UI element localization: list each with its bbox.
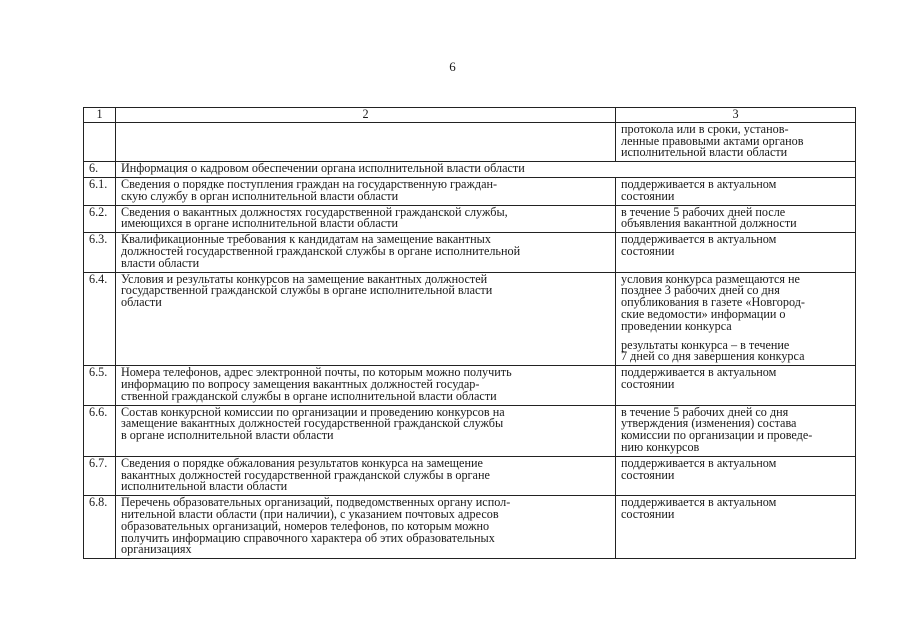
continuation-text-cell — [116, 122, 616, 161]
section-title: Информация о кадровом обеспечении органа исполнительной власти области — [116, 162, 856, 178]
row-number: 6.2. — [84, 205, 116, 233]
table-row — [84, 496, 856, 559]
section-row — [84, 162, 856, 178]
row-term — [616, 456, 856, 495]
row-description: Сведения о порядке поступления граждан на государственную граждан- скую службу в орган исполнительной власти области — [116, 177, 616, 205]
row-number: 6.6. — [84, 405, 116, 456]
term-paragraph: поддерживается в актуальном состоянии — [621, 232, 777, 258]
row-term — [616, 496, 856, 559]
term-paragraph: результаты конкурса – в течение 7 дней со дня завершения конкурса — [621, 337, 805, 364]
page-number: 6 — [449, 59, 456, 74]
row-description: Сведения о порядке обжалования результатов конкурса на замещение вакантных должностей государственной гражданской службы в органе исполнительной власти области — [116, 456, 616, 495]
continuation-row — [84, 122, 856, 161]
row-description: Номера телефонов, адрес электронной почты, по которым можно получить информацию по вопросу замещения вакантных должностей государ- ственной гражданской службы в органе исполнительной власти области — [116, 366, 616, 405]
row-description: Состав конкурсной комиссии по организации и проведению конкурсов на замещение вакантных должностей государственной гражданской службы в органе исполнительной власти области — [116, 405, 616, 456]
continuation-num-cell — [84, 122, 116, 161]
information-table — [83, 107, 856, 559]
row-term — [616, 366, 856, 405]
row-term — [616, 272, 856, 366]
table-row — [84, 405, 856, 456]
row-term — [616, 233, 856, 272]
table-row — [84, 177, 856, 205]
header-col-3: 3 — [616, 108, 856, 123]
table-row — [84, 366, 856, 405]
row-number: 6.4. — [84, 272, 116, 366]
row-description: Условия и результаты конкурсов на замещение вакантных должностей государственной гражданской службы в органе исполнительной власти области — [116, 272, 616, 366]
row-number: 6.7. — [84, 456, 116, 495]
header-col-1: 1 — [84, 108, 116, 123]
table-row — [84, 205, 856, 233]
row-number: 6.1. — [84, 177, 116, 205]
term-paragraph: поддерживается в актуальном состоянии — [621, 495, 777, 521]
row-number: 6.3. — [84, 233, 116, 272]
term-paragraph: поддерживается в актуальном состоянии — [621, 176, 777, 203]
row-number: 6.8. — [84, 496, 116, 559]
table-row — [84, 456, 856, 495]
row-term — [616, 205, 856, 233]
table-row — [84, 233, 856, 272]
row-number: 6.5. — [84, 366, 116, 405]
header-row — [84, 108, 856, 123]
term-paragraph: поддерживается в актуальном состоянии — [621, 365, 777, 391]
term-paragraph: условия конкурса размещаются не позднее 3 рабочих дней со дня опубликования в газете «Новгород- ские ведомости» информации о проведении конкурса — [621, 271, 805, 333]
term-paragraph: поддерживается в актуальном состоянии — [621, 455, 777, 482]
term-paragraph: в течение 5 рабочих дней со дня утверждения (изменения) состава комиссии по организации и проведе- нию конкурсов — [621, 404, 813, 454]
continuation-term-text: протокола или в сроки, установ- ленные правовыми актами органов исполнительной власти области — [621, 121, 804, 160]
row-description: Перечень образовательных организаций, подведомственных органу испол- нительной власти области (при наличии), с указанием почтовых адресов образовательных организаций, номеров телефонов, по которым можно получить информацию справочного характера об этих образовательных организациях — [116, 496, 616, 559]
row-term — [616, 405, 856, 456]
row-description: Сведения о вакантных должностях государственной гражданской службы, имеющихся в органе исполнительной власти области — [116, 205, 616, 233]
continuation-term-cell — [616, 122, 856, 161]
header-col-2: 2 — [116, 108, 616, 123]
row-description: Квалификационные требования к кандидатам на замещение вакантных должностей государственной гражданской службы в органе исполнительной власти области — [116, 233, 616, 272]
row-term — [616, 177, 856, 205]
term-paragraph: в течение 5 рабочих дней после объявления вакантной должности — [621, 204, 797, 231]
section-number: 6. — [84, 162, 116, 178]
table-row — [84, 272, 856, 366]
